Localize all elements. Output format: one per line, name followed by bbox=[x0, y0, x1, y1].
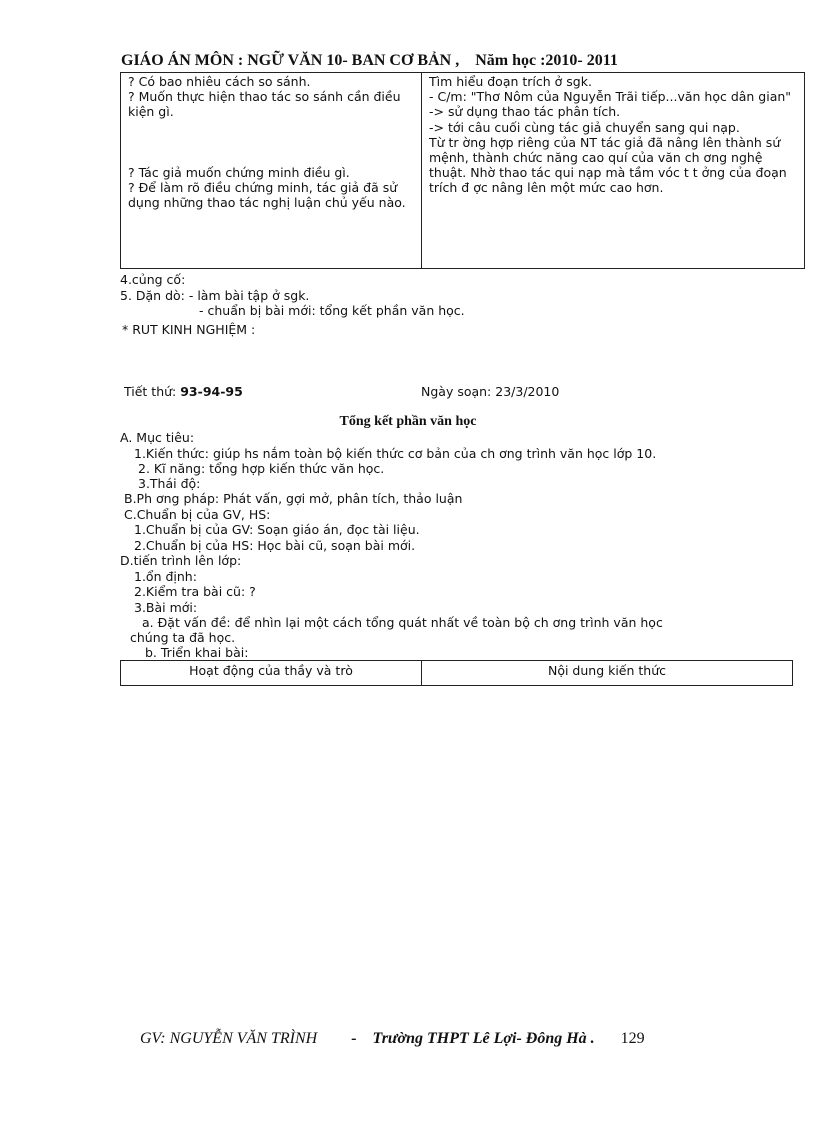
introduce-problem-continued: chúng ta đã học. bbox=[130, 630, 236, 645]
footer-dash: - bbox=[351, 1030, 357, 1047]
experience-notes-label: * RUT KINH NGHIỆM : bbox=[122, 322, 256, 337]
consolidation-label: 4.củng cố: bbox=[120, 272, 186, 287]
page-header bbox=[121, 52, 801, 70]
lesson-content-table bbox=[120, 660, 793, 686]
teacher-preparation: 1.Chuẩn bị của GV: Soạn giáo án, đọc tài liệu. bbox=[134, 522, 420, 537]
content-line: -> sử dụng thao tác phân tích. bbox=[429, 104, 621, 120]
section-d-procedure: D.tiến trình lên lớp: bbox=[120, 553, 242, 568]
section-b-method: B.Ph ơng pháp: Phát vấn, gợi mở, phân tích, thảo luận bbox=[124, 491, 463, 506]
section-c-preparation: C.Chuẩn bị của GV, HS: bbox=[124, 507, 271, 522]
question-line: ? Có bao nhiêu cách so sánh. bbox=[128, 74, 311, 89]
header-activity: Hoạt động của thầy và trò bbox=[121, 661, 422, 686]
objective-attitude: 3.Thái độ: bbox=[138, 476, 201, 491]
content-line: Tìm hiểu đoạn trích ở sgk. bbox=[429, 74, 592, 89]
footer-school: Trường THPT Lê Lợi- Đông Hà . bbox=[372, 1030, 595, 1047]
content-line: Từ tr ờng hợp riêng của NT tác giả đã nâng lên thành sứ mệnh, thành chức năng cao quí của văn ch ơng nghệ thuật. Nhờ thao tác qui nạp mà tầm vóc t t ởng của đoạn trích đ ợc nâng lên một mức cao hơn. bbox=[429, 134, 787, 196]
section-a-objectives: A. Mục tiêu: bbox=[120, 430, 195, 445]
student-preparation: 2.Chuẩn bị của HS: Học bài cũ, soạn bài mới. bbox=[134, 538, 416, 553]
activity-table bbox=[120, 72, 805, 269]
homework-line-2: - chuẩn bị bài mới: tổng kết phần văn học. bbox=[199, 303, 465, 318]
question-line: ? Để làm rõ điều chứng minh, tác giả đã sử dụng những thao tác nghị luận chủ yếu nào. bbox=[128, 179, 406, 211]
header-knowledge: Nội dung kiến thức bbox=[422, 661, 793, 686]
question-line: ? Muốn thực hiện thao tác so sánh cần điều kiện gì. bbox=[128, 89, 401, 120]
lesson-title: Tổng kết phần văn học bbox=[339, 414, 477, 429]
step-stabilize: 1.ổn định: bbox=[134, 569, 197, 584]
teacher-student-activity-cell bbox=[121, 73, 422, 269]
footer-teacher: GV: NGUYỄN VĂN TRÌNH bbox=[140, 1030, 318, 1047]
step-check-old-lesson: 2.Kiểm tra bài cũ: ? bbox=[134, 584, 256, 599]
question-line: ? Tác giả muốn chứng minh điều gì. bbox=[128, 164, 350, 180]
homework-line-1: 5. Dặn dò: - làm bài tập ở sgk. bbox=[120, 288, 310, 303]
develop-lesson: b. Triển khai bài: bbox=[145, 645, 249, 660]
step-new-lesson: 3.Bài mới: bbox=[134, 600, 198, 615]
lesson-period-label: Tiết thứ: bbox=[124, 384, 177, 399]
header-school-year: Năm học :2010- 2011 bbox=[475, 52, 618, 69]
knowledge-content-cell bbox=[422, 73, 805, 269]
header-subject: GIÁO ÁN MÔN : NGỮ VĂN 10- BAN CƠ BẢN , bbox=[121, 52, 460, 69]
content-line: - C/m: "Thơ Nôm của Nguyễn Trãi tiếp...văn học dân gian" bbox=[429, 89, 792, 105]
lesson-period bbox=[124, 384, 243, 400]
objective-skills: 2. Kĩ năng: tổng hợp kiến thức văn học. bbox=[138, 461, 385, 476]
lesson-period-number: 93-94-95 bbox=[180, 384, 243, 399]
page-footer bbox=[140, 1030, 800, 1048]
page-number: 129 bbox=[620, 1030, 645, 1047]
objective-knowledge: 1.Kiến thức: giúp hs nắm toàn bộ kiến thức cơ bản của ch ơng trình văn học lớp 10. bbox=[134, 446, 657, 461]
content-line: -> tới câu cuối cùng tác giả chuyển sang qui nạp. bbox=[429, 119, 740, 135]
preparation-date: Ngày soạn: 23/3/2010 bbox=[421, 384, 560, 399]
introduce-problem: a. Đặt vấn đề: để nhìn lại một cách tổng quát nhất về toàn bộ ch ơng trình văn học bbox=[142, 615, 663, 630]
